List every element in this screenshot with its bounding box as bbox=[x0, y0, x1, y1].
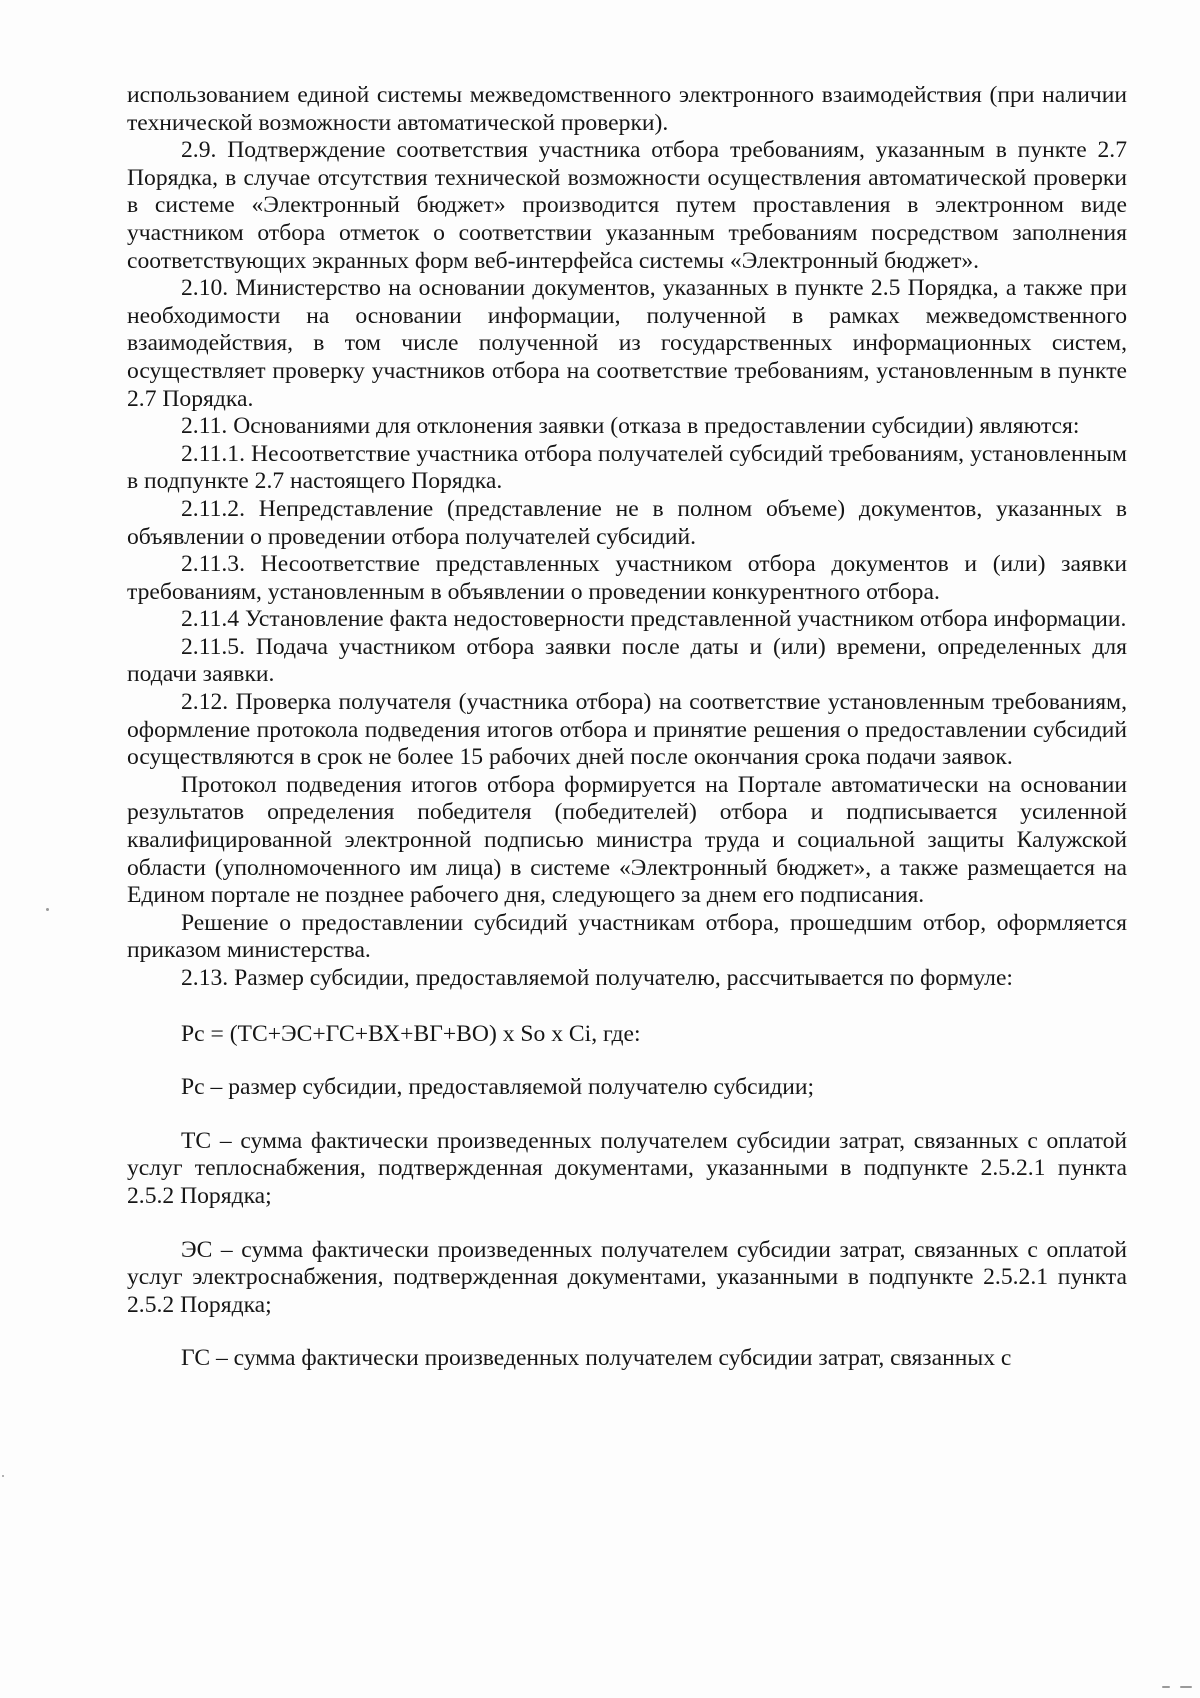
paragraph-2-10: 2.10. Министерство на основании документов, указанных в пункте 2.5 Порядка, а также при необходимости на основании информации, полученной в рамках межведомственного взаимодействия, в том числе полученной из государственных информационных систем, осуществляет проверку участников отбора на соответствие требованиям, установленным в пункте 2.7 Порядка. bbox=[127, 275, 1127, 412]
definition-es: ЭС – сумма фактически произведенных получателем субсидии затрат, связанных с оплатой услуг электроснабжения, подтвержденная документами, указанными в подпункте 2.5.2.1 пункта 2.5.2 Порядка; bbox=[127, 1236, 1127, 1318]
document-body bbox=[127, 82, 1127, 1373]
definition-rs: Рс – размер субсидии, предоставляемой получателю субсидии; bbox=[181, 1074, 815, 1101]
paragraph-2-13: 2.13. Размер субсидии, предоставляемой получателю, рассчитывается по формуле: bbox=[181, 965, 1013, 991]
definition-gs: ГС – сумма фактически произведенных получателем субсидии затрат, связанных с bbox=[181, 1345, 1012, 1372]
scan-speck bbox=[1162, 1686, 1170, 1688]
paragraph-2-11-3: 2.11.3. Несоответствие представленных участником отбора документов и (или) заявки требованиям, установленным в объявлении о проведении конкурентного отбора. bbox=[127, 551, 1127, 605]
definition-ts: ТС – сумма фактически произведенных получателем субсидии затрат, связанных с оплатой услуг теплоснабжения, подтвержденная документами, указанными в подпункте 2.5.2.1 пункта 2.5.2 Порядка; bbox=[127, 1127, 1127, 1209]
scan-speck bbox=[1180, 1686, 1192, 1688]
paragraph-decision: Решение о предоставлении субсидий участникам отбора, прошедшим отбор, оформляется приказом министерства. bbox=[127, 909, 1127, 964]
paragraph-2-11: 2.11. Основаниями для отклонения заявки (отказа в предоставлении субсидии) являются: bbox=[181, 413, 1080, 440]
paragraph-protocol: Протокол подведения итогов отбора формируется на Портале автоматически на основании результатов определения победителя (победителей) отбора и подписывается усиленной квалифицированной электронной подписью министра труда и социальной защиты Калужской области (уполномоченного им лица) в системе «Электронный бюджет», а также размещается на Едином портале не позднее рабочего дня, следующего за днем его подписания. bbox=[127, 771, 1127, 909]
paragraph-2-12: 2.12. Проверка получателя (участника отбора) на соответствие установленным требованиям, оформление протокола подведения итогов отбора и принятие решения о предоставлении субсидий осуществляются в срок не более 15 рабочих дней после окончания срока подачи заявок. bbox=[127, 689, 1127, 771]
paragraph-2-11-2: 2.11.2. Непредставление (представление не в полном объеме) документов, указанных в объявлении о проведении отбора получателей субсидий. bbox=[127, 495, 1127, 550]
scan-speck bbox=[2, 1475, 4, 1477]
formula: Рс = (ТС+ЭС+ГС+ВХ+ВГ+ВО) x So x Ci, где: bbox=[181, 1020, 641, 1047]
paragraph-2-8-end: использованием единой системы межведомственного электронного взаимодействия (при наличии технической возможности автоматической проверки). bbox=[127, 82, 1127, 136]
paragraph-2-11-5: 2.11.5. Подача участником отбора заявки после даты и (или) времени, определенных для подачи заявки. bbox=[127, 633, 1127, 688]
scan-speck bbox=[46, 908, 49, 911]
paragraph-2-11-4: 2.11.4 Установление факта недостоверности представленной участником отбора информации. bbox=[181, 606, 1127, 633]
paragraph-2-9: 2.9. Подтверждение соответствия участника отбора требованиям, указанным в пункте 2.7 Порядка, в случае отсутствия технической возможности осуществления автоматической проверки в системе «Электронный бюджет» производится путем проставления в электронном виде участником отбора отметок о соответствии указанным требованиям посредством заполнения соответствующих экранных форм веб-интерфейса системы «Электронный бюджет». bbox=[127, 137, 1127, 274]
paragraph-2-11-1: 2.11.1. Несоответствие участника отбора получателей субсидий требованиям, установленным в подпункте 2.7 настоящего Порядка. bbox=[127, 440, 1127, 495]
